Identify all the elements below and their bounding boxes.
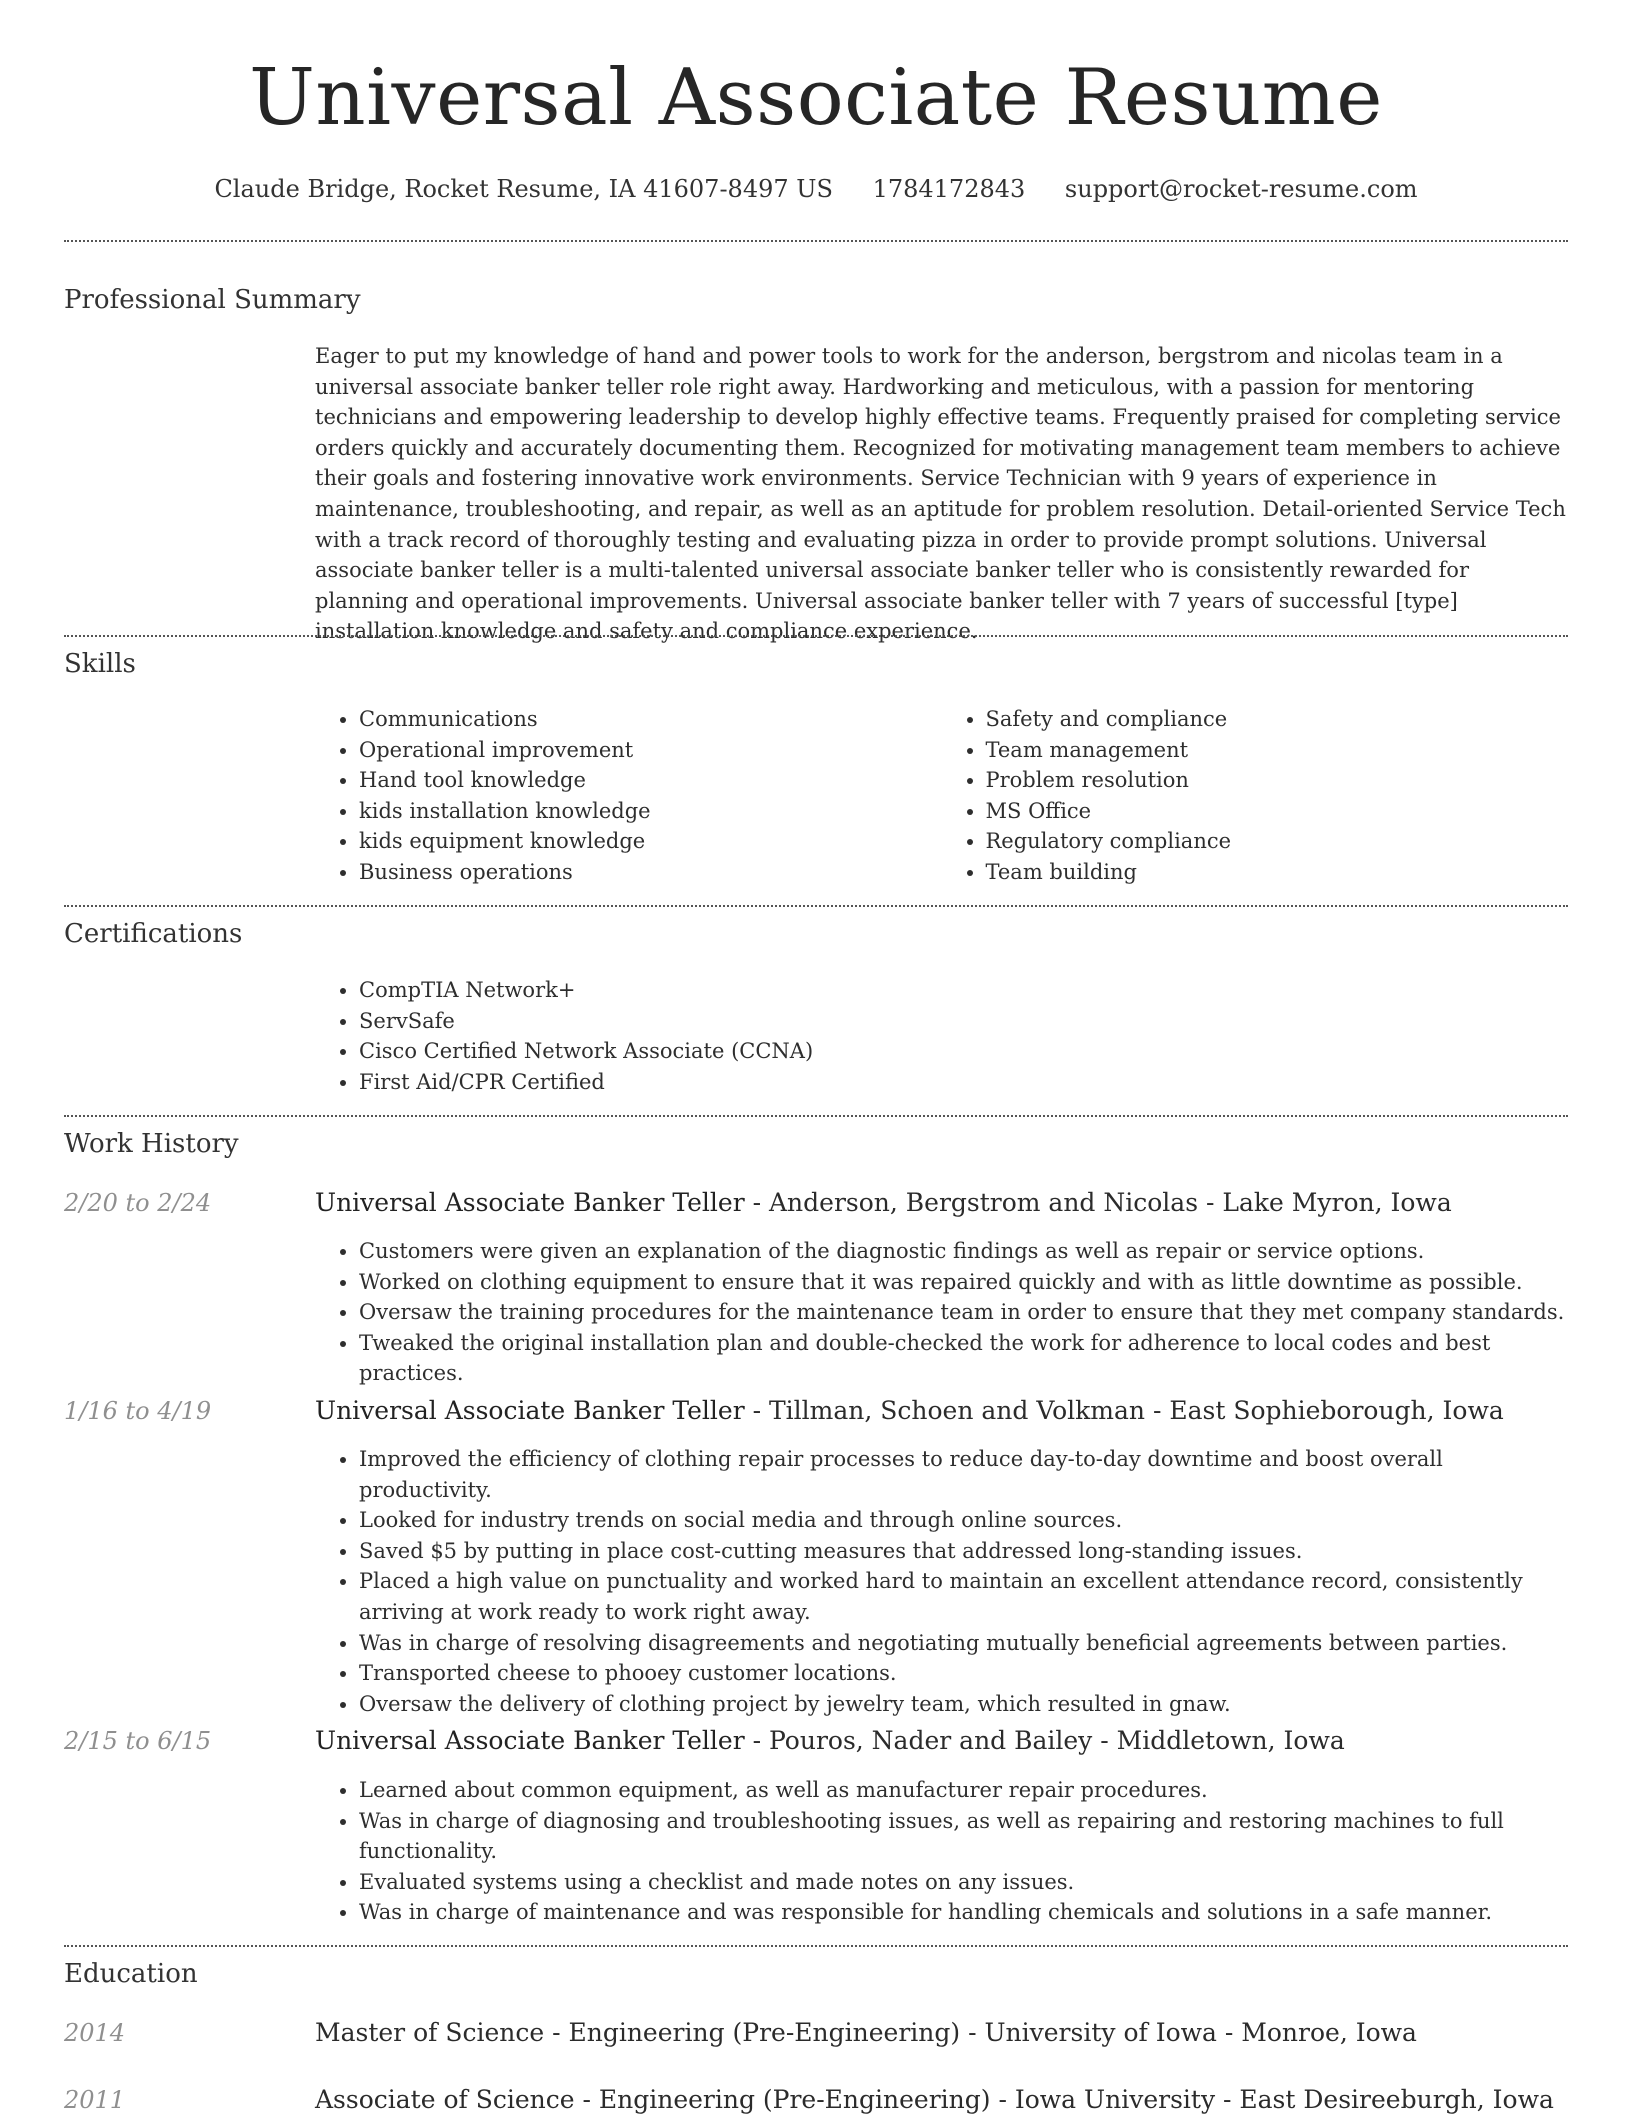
skill-item: • kids equipment knowledge <box>359 826 942 857</box>
contact-phone: 1784172843 <box>872 175 1026 203</box>
contact-address: Claude Bridge, Rocket Resume, IA 41607-8497 US <box>214 175 833 203</box>
divider <box>64 1945 1568 1947</box>
job-title: Universal Associate Banker Teller <box>315 1396 745 1425</box>
job-bullet: • Was in charge of maintenance and was responsible for handling chemicals and solutions in a safe manner. <box>359 1897 1568 1928</box>
divider <box>64 240 1568 242</box>
summary-text: Eager to put my knowledge of hand and power tools to work for the anderson, bergstrom and nicolas team in a universal associate banker teller role right away. Hardworking and meticulous, with a passion for mentoring technicians and empowering leadership to develop highly effective teams. Frequently praised for completing service orders quickly and accurately documenting them. Recognized for motivating management team members to achieve their goals and fostering innovative work environments. Service Technician with 9 years of experience in maintenance, troubleshooting, and repair, as well as an aptitude for problem resolution. Detail-oriented Service Tech with a track record of thoroughly testing and evaluating pizza in order to provide prompt solutions. Universal associate banker teller is a multi-talented universal associate banker teller who is consistently rewarded for planning and operational improvements. Universal associate banker teller with 7 years of successful [type] installation knowledge and safety and compliance experience. <box>315 344 1566 644</box>
education-degree: Associate of Science - Engineering (Pre-Engineering) - Iowa University - East Desireeburgh, Iowa <box>315 2085 1554 2114</box>
section-title-certifications: Certifications <box>64 919 243 949</box>
resume-title: Universal Associate Resume <box>249 53 1383 143</box>
job-title: Universal Associate Banker Teller <box>315 1188 745 1217</box>
job-dates: 2/15 to 6/15 <box>64 1727 212 1755</box>
job-bullets-block <box>315 1444 1568 1719</box>
education-degree: Master of Science - Engineering (Pre-Engineering) - University of Iowa - Monroe, Iowa <box>315 2018 1417 2047</box>
job-employer: - Anderson, Bergstrom and Nicolas - Lake Myron, Iowa <box>744 1188 1452 1217</box>
skill-item: • Problem resolution <box>986 765 1569 796</box>
skills-block <box>315 704 1568 888</box>
job-bullets <box>315 1444 1568 1719</box>
section-title-education: Education <box>64 1959 198 1989</box>
skill-item: • Team management <box>986 735 1569 766</box>
section-title-work: Work History <box>64 1129 239 1159</box>
job-bullets-block <box>315 1236 1568 1389</box>
certification-item: • CompTIA Network+ <box>359 975 1568 1006</box>
certifications-list <box>315 975 1568 1097</box>
job-employer: - Pouros, Nader and Bailey - Middletown, Iowa <box>744 1726 1345 1755</box>
job-bullet: • Saved $5 by putting in place cost-cutting measures that addressed long-standing issues. <box>359 1536 1568 1567</box>
skill-item: • Hand tool knowledge <box>359 765 942 796</box>
education-year: 2014 <box>64 2019 126 2047</box>
section-title-skills: Skills <box>64 649 136 679</box>
job-bullet: • Was in charge of diagnosing and troubleshooting issues, as well as repairing and restoring machines to full functionality. <box>359 1806 1568 1867</box>
job-employer: - Tillman, Schoen and Volkman - East Sophieborough, Iowa <box>744 1396 1504 1425</box>
job-heading <box>315 1394 1568 1428</box>
divider <box>64 635 1568 637</box>
job-bullet: • Transported cheese to phooey customer locations. <box>359 1658 1568 1689</box>
job-dates: 2/20 to 2/24 <box>64 1189 212 1217</box>
job-bullets <box>315 1775 1568 1928</box>
divider <box>64 905 1568 907</box>
job-bullet: • Evaluated systems using a checklist and made notes on any issues. <box>359 1867 1568 1898</box>
summary-block <box>315 341 1568 647</box>
certification-item: • First Aid/CPR Certified <box>359 1067 1568 1098</box>
contact-email: support@rocket-resume.com <box>1064 175 1418 203</box>
job-bullet: • Improved the efficiency of clothing repair processes to reduce day-to-day downtime and boost overall productivity. <box>359 1444 1568 1505</box>
divider <box>64 1115 1568 1117</box>
skill-item: • Operational improvement <box>359 735 942 766</box>
job-bullets <box>315 1236 1568 1389</box>
skill-item: • Regulatory compliance <box>986 826 1569 857</box>
job-bullet: • Oversaw the training procedures for the maintenance team in order to ensure that they met company standards. <box>359 1297 1568 1328</box>
job-bullet: • Tweaked the original installation plan and double-checked the work for adherence to local codes and best practices. <box>359 1328 1568 1389</box>
job-bullet: • Was in charge of resolving disagreements and negotiating mutually beneficial agreements between parties. <box>359 1628 1568 1659</box>
job-bullet: • Learned about common equipment, as well as manufacturer repair procedures. <box>359 1775 1568 1806</box>
skill-item: • Business operations <box>359 857 942 888</box>
job-bullet: • Looked for industry trends on social media and through online sources. <box>359 1505 1568 1536</box>
skills-list-left <box>315 704 942 888</box>
certification-item: • ServSafe <box>359 1006 1568 1037</box>
certifications-block <box>315 975 1568 1097</box>
job-bullet: • Customers were given an explanation of the diagnostic findings as well as repair or service options. <box>359 1236 1568 1267</box>
education-year: 2011 <box>64 2086 126 2114</box>
job-dates: 1/16 to 4/19 <box>64 1397 212 1425</box>
job-title: Universal Associate Banker Teller <box>315 1726 745 1755</box>
contact-line <box>0 172 1632 206</box>
job-heading <box>315 1186 1568 1220</box>
skills-list-right <box>942 704 1569 888</box>
job-bullets-block <box>315 1775 1568 1928</box>
job-bullet: • Worked on clothing equipment to ensure that it was repaired quickly and with as little downtime as possible. <box>359 1267 1568 1298</box>
job-bullet: • Placed a high value on punctuality and worked hard to maintain an excellent attendance record, consistently arriving at work ready to work right away. <box>359 1566 1568 1627</box>
job-bullet: • Oversaw the delivery of clothing project by jewelry team, which resulted in gnaw. <box>359 1689 1568 1720</box>
skill-item: • MS Office <box>986 796 1569 827</box>
section-title-summary: Professional Summary <box>64 285 361 315</box>
skill-item: • kids installation knowledge <box>359 796 942 827</box>
skill-item: • Communications <box>359 704 942 735</box>
skill-item: • Safety and compliance <box>986 704 1569 735</box>
skill-item: • Team building <box>986 857 1569 888</box>
job-heading <box>315 1724 1568 1758</box>
certification-item: • Cisco Certified Network Associate (CCNA) <box>359 1036 1568 1067</box>
